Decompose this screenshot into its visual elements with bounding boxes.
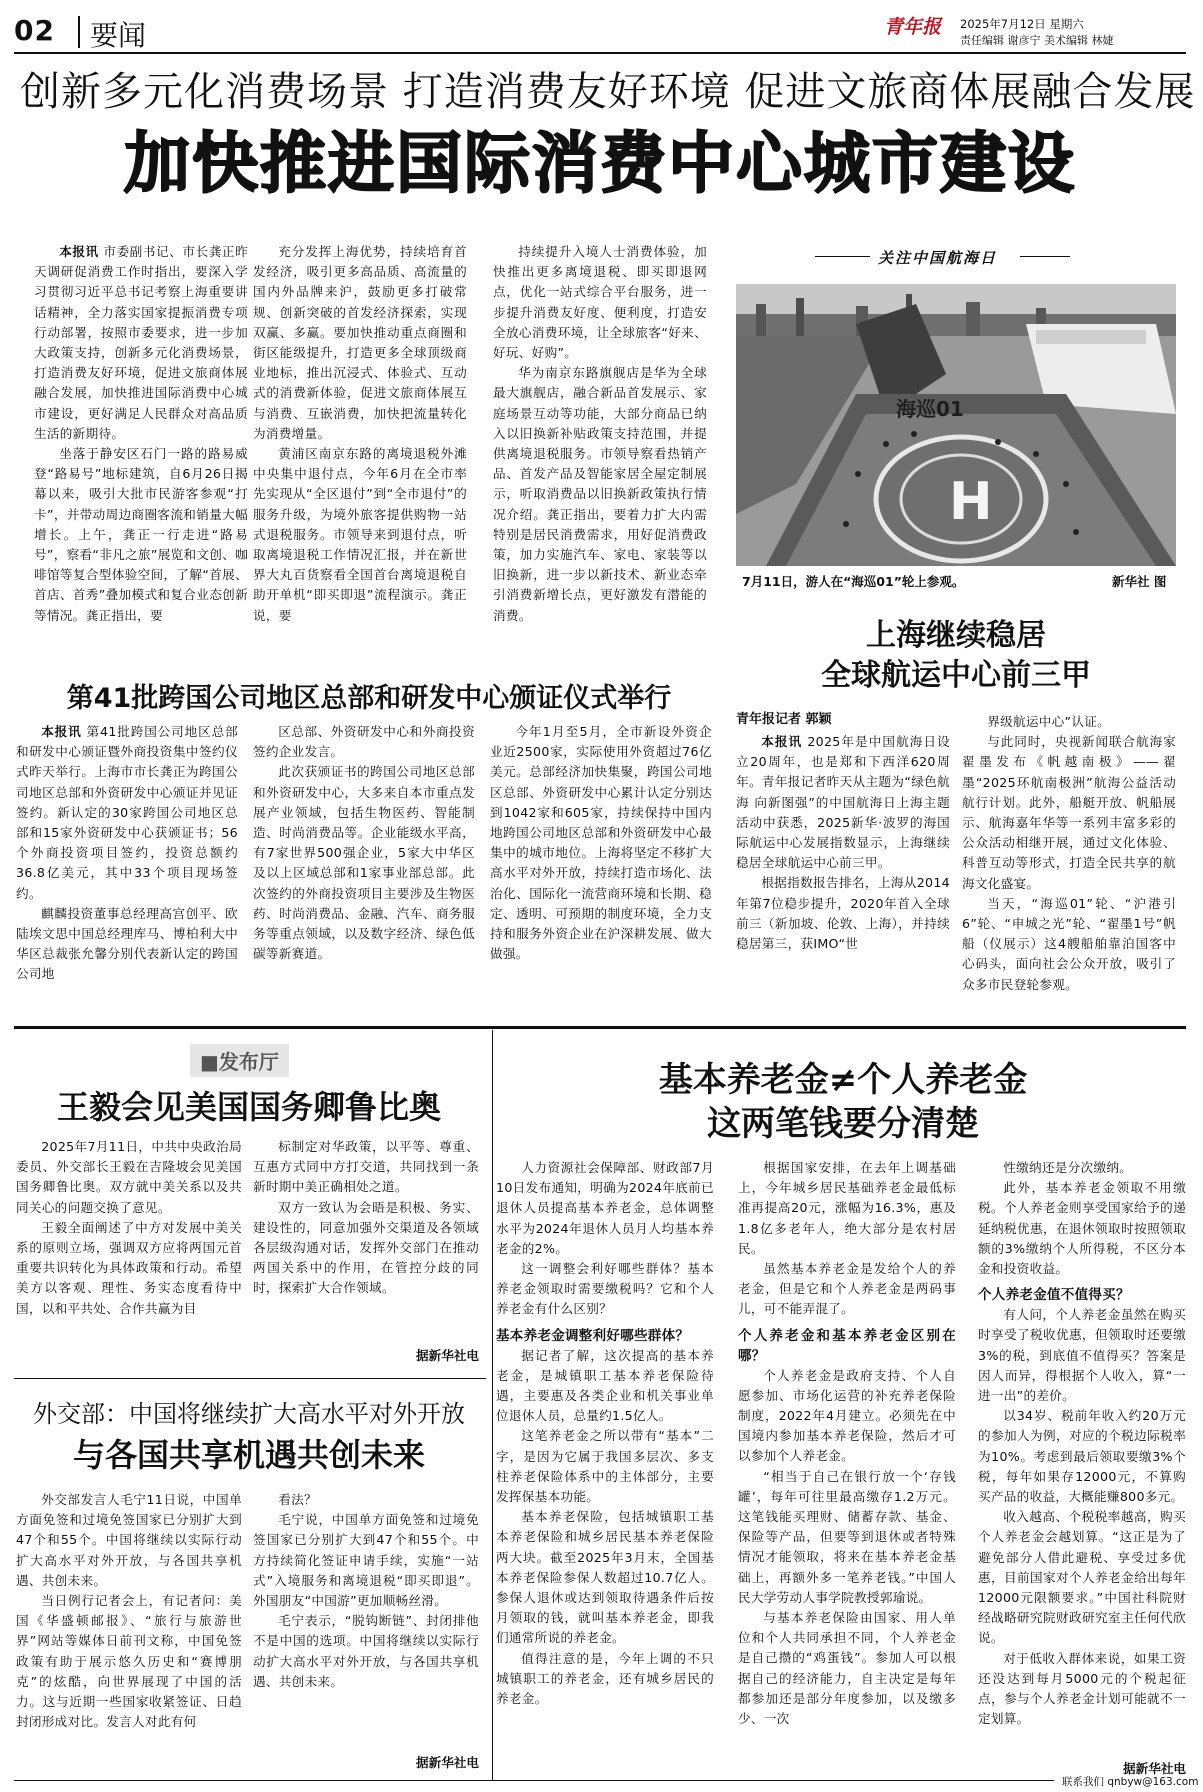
paragraph: 界级航运中心”认证。 xyxy=(987,714,1111,729)
newspaper-logo: 青年报 xyxy=(884,16,942,38)
paragraph: 华为南京东路旗舰店是华为全球最大旗舰店，融合新品首发展示、家庭场景互动等功能，大部分商品已纳入以旧换新补贴政策支持范围，并提供离境退税服务。市领导察看热销产品、首发产品及智能家居全屋定制展示，听取消费品以旧换新政策执行情况介绍。龚正指出，要着力扩大内需特别是居民消费需求，用好促消费政策，加力实施汽车、家电、家装等以旧换新，进一步以新技术、新业态牵引消费新增长点，更好激发有潜能的消费。 xyxy=(493,365,707,623)
lead-col-3 xyxy=(493,242,707,662)
photo-credit: 新华社 图 xyxy=(1112,574,1167,589)
paragraph: 本报讯 2025年是中国航海日设立20周年，也是郑和下西洋620周年。青年报记者昨天从主题为“绿色航海 向新图强”的中国航海日上海主题活动中获悉，2025新华·波罗的海国际航运中心发展指数显示，上海继续稳居全球航运中心前三甲。 xyxy=(736,734,950,871)
pension-source: 据新华社电 xyxy=(1123,1761,1186,1776)
paragraph: 基本养老保险，包括城镇职工基本养老保险和城乡居民基本养老保险两大块。截至2025年3月末，全国基本养老保险参保人数超过10.7亿人。参保人退休或达到领取待遇条件后按月领取的钱，就叫基本养老金，即我们通常所说的养老金。 xyxy=(496,1509,714,1646)
masthead xyxy=(0,0,1203,52)
pension-col-1 xyxy=(496,1158,714,1778)
paragraph: 人力资源社会保障部、财政部7月10日发布通知，明确为2024年底前已退休人员提高基本养老金，总体调整水平为2024年退休人员月人均基本养老金的2%。 xyxy=(496,1160,714,1256)
paragraph: 今年1月至5月，全市新设外资企业近2500家，实际使用外资超过76亿美元。总部经济加快集聚，跨国公司地区总部、外资研发中心累计认定分别达到1042家和605家，持续保持中国内地跨国公司地区总部和外资研发中心最集中的城市地位。上海将坚定不移扩大高水平对外开放，持续打造市场化、法治化、国际化一流营商环境和长期、稳定、透明、可预期的制度环境，全力支持和服务外资企业在沪深耕发展、做大做强。 xyxy=(490,724,712,962)
paragraph: 持续提升入境人士消费体验，加快推出更多离境退税、即买即退网点，优化一站式综合平台服务，进一步提升消费友好度、便利度，打造安全放心消费环境，让全球旅客“好来、好玩、好购”。 xyxy=(493,244,707,361)
paragraph: 以34岁、税前年收入约20万元的参加人为例，对应的个税边际税率为10%。考虑到最后领取要缴3%个税，每年如果存12000元，不算购买产品的收益，大概能赚800多元。 xyxy=(978,1408,1186,1505)
paragraph: 外交部发言人毛宁11日说，中国单方面免签和过境免签国家已分别扩大到47个和55个。中国将继续以实际行动扩大高水平对外开放，与各国共享机遇、共创未来。 xyxy=(16,1492,242,1588)
column-divider xyxy=(492,1030,493,1780)
paragraph: 标制定对华政策，以平等、尊重、互惠方式同中方打交道，共同找到一条新时期中美正确相处之道。 xyxy=(253,1139,479,1195)
paragraph: 2025年7月11日，中共中央政治局委员、外交部长王毅在吉隆坡会见美国国务卿鲁比奥。双方就中美关系以及共同关心的问题交换了意见。 xyxy=(16,1139,242,1215)
mfa-source: 据新华社电 xyxy=(416,1755,479,1770)
ship-headline-line-2: 全球航运中心前三甲 xyxy=(821,658,1091,693)
paragraph: 这笔养老金之所以带有“基本”二字，是因为它属于我国多层次、多支柱养老保险体系中的主体部分，主要发挥保基本功能。 xyxy=(496,1428,714,1505)
paragraph: 与基本养老保险由国家、用人单位和个人共同承担不同，个人养老金是自己攒的“鸡蛋钱”。参加人可以根据自己的经济能力，自主决定是每年都参加还是部分年度参加，以及缴多少、一次 xyxy=(738,1610,956,1727)
hq-col-3 xyxy=(490,722,712,1018)
paragraph: 根据国家安排，在去年上调基础上，今年城乡居民基础养老金最低标准再提高20元，涨幅为16.3%，惠及1.8亿多老年人，绝大部分是农村居民。 xyxy=(738,1160,956,1256)
pension-subhead-1: 基本养老金调整利好哪些群体？ xyxy=(496,1327,690,1344)
paragraph: 值得注意的是，今年上调的不只城镇职工的养老金，还有城乡居民的养老金。 xyxy=(496,1650,714,1707)
svg-text:H: H xyxy=(949,472,993,532)
pension-col-2 xyxy=(738,1158,956,1778)
footer-contact: 联系我们 qnbyw@163.com xyxy=(1062,1776,1199,1788)
photo-caption: 7月11日，游人在“海巡01”轮上参观。 xyxy=(742,574,965,589)
paragraph: 性缴纳还是分次缴纳。 xyxy=(1003,1160,1133,1175)
paragraph: 对于低收入群体来说，如果工资还没达到每月5000元的个税起征点，参与个人养老金计划可能就不一定划算。 xyxy=(978,1650,1186,1727)
hq-col-2 xyxy=(253,722,475,1018)
ship-col-1 xyxy=(736,732,950,1018)
photo-label-right-rule xyxy=(1020,256,1070,257)
mid-rule xyxy=(14,1026,1186,1029)
section-divider xyxy=(78,16,80,48)
ship-photo xyxy=(736,284,1176,566)
wy-col-1 xyxy=(16,1137,242,1367)
paragraph: 本报讯 市委副书记、市长龚正昨天调研促消费工作时指出，要深入学习贯彻习近平总书记考察上海重要讲话精神，全力落实国家提振消费专项行动部署，按照市委要求，进一步加大政策支持，创新多元化消费场景，打造消费友好环境，促进文旅商体展融合发展，加快推进国际消费中心城市建设，更好满足人民群众对高品质生活的新期待。 xyxy=(34,244,248,441)
paragraph: 虽然基本养老金是发给个人的养老金，但是它和个人养老金是两码事儿，可不能弄混了。 xyxy=(738,1261,956,1317)
paragraph: 此外，基本养老金领取不用缴税。个人养老金则享受国家给予的递延纳税优惠，在退休领取时按照领取额的3%缴纳个人所得税，不区分本金和投资收益。 xyxy=(978,1180,1186,1277)
masthead-rule xyxy=(14,52,1186,54)
paragraph: 本报讯 第41批跨国公司地区总部和研发中心颁证暨外商投资集中签约仪式昨天举行。上海市市长龚正为跨国公司地区总部和外资研发中心颁证并见证签约。新认定的30家跨国公司地区总部和15家外资研发中心获颁证书；56个外商投资项目签约，投资总额约36.8亿美元，其中33个项目现场签约。 xyxy=(16,724,238,901)
paragraph: 这一调整会利好哪些群体？基本养老金领取时需要缴税吗？它和个人养老金有什么区别？ xyxy=(496,1261,714,1317)
paragraph: 黄浦区南京东路的离境退税外滩中央集中退付点，今年6月在全市率先实现从“全区退付”到“全市退付”的服务升级，为境外旅客提供购物一站式退税服务。市领导来到退付点，听取离境退税工作情况汇报，并在新世界大丸百货察看全国首台离境退税自助开单机“即买即退”流程演示。龚正说，要 xyxy=(253,446,467,623)
wy-headline: 王毅会见美国国务卿鲁比奥 xyxy=(56,1088,441,1126)
paragraph: 此次获颁证书的跨国公司地区总部和外资研发中心，大多来自本市重点发展产业领域，包括生物医药、智能制造、时尚消费品等。企业能级水平高，有7家世界500强企业，5家大中华区及以上区域总部和1家事业部总部。此次签约的外商投资项目主要涉及生物医药、时尚消费品、金融、汽车、商务服务等重点领域，以及数字经济、绿色低碳等新赛道。 xyxy=(253,764,475,962)
ship-col-2 xyxy=(962,712,1176,1018)
pension-subhead-3: 个人养老金值不值得买？ xyxy=(978,1287,1130,1304)
ship-headline-line-1: 上海继续稳居 xyxy=(866,618,1046,653)
paragraph: 据记者了解，这次提高的基本养老金，是城镇职工基本养老保险待遇，主要惠及各类企业和机关事业单位退休人员，总量约1.5亿人。 xyxy=(496,1347,714,1424)
wy-bottom-rule xyxy=(14,1378,486,1379)
pension-headline-line-1: 基本养老金≠个人养老金 xyxy=(658,1060,1028,1100)
paragraph: 坐落于静安区石门一路的路易威登“路易号”地标建筑，自6月26日揭幕以来，吸引大批市民游客参观“打卡”，并带动周边商圈客流和销量大幅增长。上午，龚正一行走进“路易号”，察看“非凡之旅”展览和文创、咖啡馆等复合型体验空间，了解“首展、首店、首秀”叠加模式和复合业态创新等情况。龚正指出，要 xyxy=(34,446,248,623)
mfa-headline-line-2: 与各国共享机遇共创未来 xyxy=(72,1436,425,1474)
page-number: 02 xyxy=(14,14,55,47)
lead-kicker: 创新多元化消费场景 打造消费友好环境 促进文旅商体展融合发展 xyxy=(20,69,1196,115)
footer-rule xyxy=(14,1780,1054,1781)
wy-col-2 xyxy=(253,1137,479,1347)
ship-photo-image xyxy=(736,284,1176,566)
paragraph: 当日例行记者会上，有记者问：美国《华盛顿邮报》、“旅行与旅游世界”网站等媒体日前刊文称，中国免签政策有助于展示悠久历史和“赛博朋克”的炫酷，向世界展现了中国的活力。这与近期一些国家收紧签证、日趋封闭形成对比。发言人对此有何 xyxy=(16,1593,242,1730)
paragraph: 毛宁说，中国单方面免签和过境免签国家已分别扩大到47个和55个。中方持续简化签证申请手续，实施“一站式”入境服务和离境退税“即买即退”。外国朋友“中国游”更加顺畅丝滑。 xyxy=(253,1512,479,1609)
hq-col-1 xyxy=(16,722,238,1018)
paragraph: 区总部、外资研发中心和外商投资签约企业发言。 xyxy=(253,724,475,760)
pension-headline-line-2: 这两笔钱要分清楚 xyxy=(707,1104,979,1144)
lead-headline: 加快推进国际消费中心城市建设 xyxy=(124,125,1076,202)
paragraph: 充分发挥上海优势，持续培育首发经济，吸引更多高品质、高流量的国内外品牌来沪，鼓励更多打破常规、创新突破的首发经济探索，实现双赢、多赢。要加快推动重点商圈和街区能级提升，打造更多全球顶级商业地标，推出沉浸式、体验式、互动式的消费新体验，促进文旅商体展互与消费、互嵌消费，加快把流量转化为消费增量。 xyxy=(253,244,467,441)
ship-byline: 青年报记者 郭颖 xyxy=(736,712,832,727)
paragraph: 有人问，个人养老金虽然在购买时享受了税收优惠，但领取时还要缴3%的税，到底值不值得买？答案是因人而异，得根据个人收入，算“一进一出”的差价。 xyxy=(978,1307,1186,1404)
paragraph: 当天，“海巡01”轮、“沪港引6”轮、“申城之光”轮、“翟墨1号”帆船（仪展示）这4艘船舶靠泊国客中心码头，面向社会公众开放，吸引了众多市民登轮参观。 xyxy=(962,895,1176,992)
mfa-col-1 xyxy=(16,1490,242,1780)
photo-label-left-rule xyxy=(815,256,870,257)
paragraph: 双方一致认为会晤是积极、务实、建设性的，同意加强外交渠道及各领域各层级沟通对话，发挥外交部门在推动两国关系中的作用，在管控分歧的同时，探索扩大合作领域。 xyxy=(253,1199,479,1296)
paragraph: 王毅全面阐述了中方对发展中美关系的原则立场，强调双方应将两国元首重要共识转化为具体政策和行动。希望美方以客观、理性、务实态度看待中国，以和平共处、合作共赢为目 xyxy=(16,1219,242,1316)
pension-subhead-2: 个人养老金和基本养老金区别在哪？ xyxy=(738,1327,956,1364)
pension-col-3 xyxy=(978,1158,1186,1758)
paragraph: 看法？ xyxy=(278,1492,317,1507)
section-name: 要闻 xyxy=(90,19,147,52)
lead-col-2 xyxy=(253,242,467,662)
paragraph: 毛宁表示，“脱钩断链”、封闭排他不是中国的选项。中国将继续以实际行动扩大高水平对外开放，与各国共享机遇、共创未来。 xyxy=(253,1613,479,1689)
photo-section-label: 关注中国航海日 xyxy=(878,249,998,267)
wy-source: 据新华社电 xyxy=(416,1348,479,1363)
paragraph: 根据指数报告排名，上海从2014年第7位稳步提升，2020年首入全球前三（新加坡、伦敦、上海），并持续稳居第三，获IMO“世 xyxy=(736,875,950,952)
mfa-headline-line-1: 外交部：中国将继续扩大高水平对外开放 xyxy=(33,1400,465,1428)
paragraph: 个人养老金是政府支持、个人自愿参加、市场化运营的补充养老保险制度，2022年4月建立。必须先在中国境内参加基本养老保险，然后才可以参加个人养老金。 xyxy=(738,1367,956,1464)
paragraph: 与此同时，央视新闻联合航海家翟墨发布《帆越南极》——翟墨“2025环航南极洲”航海公益活动航行计划。此外，船艇开放、帆船展示、航海嘉年华等一系列丰富多彩的公众活动相继开展，通过文化体验、科普互动等形式，打造全民共享的航海文化盛宴。 xyxy=(962,734,1176,891)
hull-text: 海巡01 xyxy=(896,397,964,421)
paragraph: 麒麟投资董事总经理高宫创平、欧陆埃文思中国总经理库马、博柏利大中华区总裁张允馨分别代表新认定的跨国公司地 xyxy=(16,905,238,982)
lead-col-1 xyxy=(34,242,248,662)
hq-headline: 第41批跨国公司地区总部和研发中心颁证仪式举行 xyxy=(66,683,672,714)
mfa-col-2 xyxy=(253,1490,479,1740)
editors-credit: 责任编辑 谢彦宁 美术编辑 林婕 xyxy=(960,34,1114,47)
issue-date: 2025年7月12日 星期六 xyxy=(960,17,1084,31)
wy-section-label: ■发布厅 xyxy=(190,1044,289,1077)
paragraph: 收入越高、个税税率越高，购买个人养老金会越划算。“这正是为了避免部分人借此避税、享受过多优惠，目前国家对个人养老金给出每年12000元限额要求。”中国社科院财经战略研究院财政研究室主任何代欣说。 xyxy=(978,1509,1186,1646)
paragraph: “相当于自己在银行放一个‘存钱罐’，每年可往里最高缴存1.2万元。这笔钱能买理财、储蓄存款、基金、保险等产品，但要等到退休或者特殊情况才能领取，将来在基本养老金基础上，再额外多一笔养老钱。”中国人民大学劳动人事学院教授郭瑜说。 xyxy=(738,1468,956,1605)
